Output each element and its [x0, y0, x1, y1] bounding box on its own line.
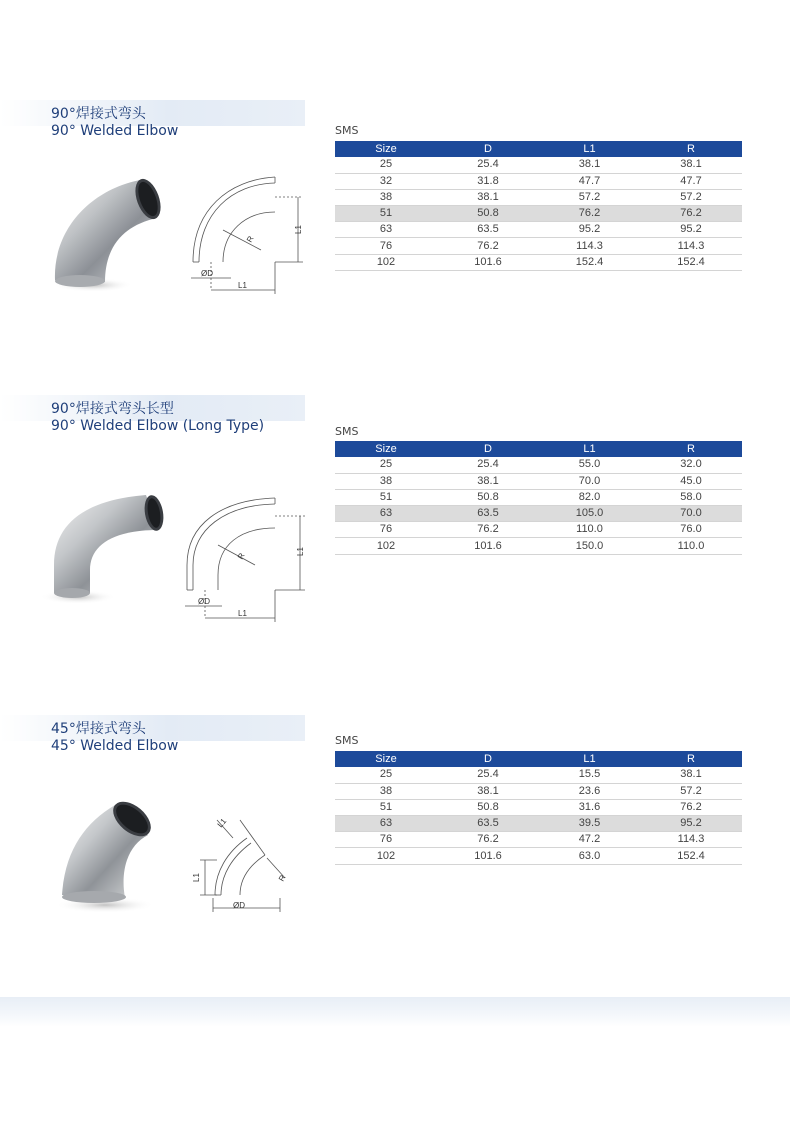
table-row [335, 157, 742, 173]
table-cell: 63.5 [437, 816, 539, 832]
table-cell: 38 [335, 473, 437, 489]
section-title-en: 45° Welded Elbow [51, 738, 179, 754]
table-body [335, 767, 742, 864]
table-cell: 58.0 [640, 489, 742, 505]
l1-label: L1 [238, 281, 247, 290]
table-cell: 63 [335, 816, 437, 832]
spec-table-45 [335, 751, 742, 865]
elbow-90-photo [45, 170, 175, 295]
table-row [335, 522, 742, 538]
header-l1: L1 [539, 751, 640, 767]
section-title-en: 90° Welded Elbow (Long Type) [51, 418, 265, 434]
table-cell: 114.3 [539, 238, 640, 254]
table-cell: 76.2 [539, 206, 640, 222]
l1-angled-label: L1 [215, 816, 229, 830]
header-d: D [437, 141, 539, 157]
standard-label: SMS [335, 425, 359, 438]
r-label: R [276, 873, 288, 883]
table-cell: 38.1 [640, 767, 742, 783]
table-row [335, 189, 742, 205]
table-cell: 63 [335, 506, 437, 522]
table-cell: 25 [335, 767, 437, 783]
section-title-en: 90° Welded Elbow [51, 123, 179, 139]
table-cell: 70.0 [640, 506, 742, 522]
table-cell: 76.2 [437, 238, 539, 254]
table-cell: 38 [335, 189, 437, 205]
footer-band [0, 997, 790, 1027]
elbow-90-long-photo [38, 485, 173, 610]
table-cell: 76.2 [640, 799, 742, 815]
table-row [335, 254, 742, 270]
table-cell: 63.5 [437, 222, 539, 238]
table-cell: 25 [335, 457, 437, 473]
table-cell: 47.2 [539, 832, 640, 848]
table-cell: 110.0 [640, 538, 742, 554]
d-label: ØD [233, 901, 245, 910]
table-cell: 152.4 [640, 848, 742, 864]
table-row [335, 832, 742, 848]
header-d: D [437, 751, 539, 767]
table-cell: 23.6 [539, 783, 640, 799]
table-row [335, 238, 742, 254]
table-cell: 114.3 [640, 832, 742, 848]
table-cell: 102 [335, 254, 437, 270]
table-row [335, 473, 742, 489]
l1-vertical-label: L1 [294, 225, 303, 234]
r-label: R [235, 551, 247, 561]
table-cell: 25.4 [437, 457, 539, 473]
table-cell: 76.0 [640, 522, 742, 538]
table-cell: 76 [335, 238, 437, 254]
d-label: ØD [201, 269, 213, 278]
standard-label: SMS [335, 124, 359, 137]
table-row [335, 489, 742, 505]
standard-label: SMS [335, 734, 359, 747]
table-cell: 95.2 [640, 222, 742, 238]
table-cell: 25 [335, 157, 437, 173]
header-size: Size [335, 141, 437, 157]
table-cell: 95.2 [640, 816, 742, 832]
table-cell: 76.2 [640, 206, 742, 222]
table-cell: 32 [335, 173, 437, 189]
table-cell: 38 [335, 783, 437, 799]
table-cell: 76 [335, 522, 437, 538]
table-cell: 50.8 [437, 206, 539, 222]
table-cell: 70.0 [539, 473, 640, 489]
table-cell: 152.4 [539, 254, 640, 270]
table-cell: 50.8 [437, 489, 539, 505]
table-cell: 150.0 [539, 538, 640, 554]
table-cell: 55.0 [539, 457, 640, 473]
table-row [335, 457, 742, 473]
table-cell: 57.2 [640, 783, 742, 799]
table-row [335, 816, 742, 832]
table-cell: 152.4 [640, 254, 742, 270]
table-cell: 105.0 [539, 506, 640, 522]
table-cell: 57.2 [640, 189, 742, 205]
table-cell: 76.2 [437, 522, 539, 538]
section-title-cn: 90°焊接式弯头长型 [51, 401, 174, 417]
header-size: Size [335, 441, 437, 457]
header-l1: L1 [539, 441, 640, 457]
table-cell: 51 [335, 206, 437, 222]
table-cell: 63.0 [539, 848, 640, 864]
table-cell: 110.0 [539, 522, 640, 538]
table-cell: 63 [335, 222, 437, 238]
table-cell: 38.1 [437, 783, 539, 799]
section-title-cn: 90°焊接式弯头 [51, 106, 146, 122]
header-r: R [640, 441, 742, 457]
elbow-90-drawing [183, 170, 308, 295]
header-l1: L1 [539, 141, 640, 157]
table-cell: 31.6 [539, 799, 640, 815]
header-d: D [437, 441, 539, 457]
l1-vertical-label: L1 [192, 873, 201, 882]
table-row [335, 848, 742, 864]
table-cell: 114.3 [640, 238, 742, 254]
elbow-90-long-drawing [180, 490, 310, 625]
table-cell: 38.1 [437, 473, 539, 489]
table-cell: 25.4 [437, 157, 539, 173]
table-cell: 101.6 [437, 254, 539, 270]
table-cell: 38.1 [539, 157, 640, 173]
table-cell: 38.1 [640, 157, 742, 173]
table-cell: 101.6 [437, 848, 539, 864]
table-cell: 95.2 [539, 222, 640, 238]
header-r: R [640, 141, 742, 157]
spec-table-90 [335, 141, 742, 271]
table-cell: 51 [335, 489, 437, 505]
elbow-45-drawing [185, 800, 295, 915]
table-row [335, 173, 742, 189]
table-row [335, 506, 742, 522]
table-cell: 51 [335, 799, 437, 815]
r-label: R [244, 234, 256, 244]
section-title-cn: 45°焊接式弯头 [51, 721, 146, 737]
table-row [335, 783, 742, 799]
d-label: ØD [198, 597, 210, 606]
l1-label: L1 [238, 609, 247, 618]
table-cell: 15.5 [539, 767, 640, 783]
header-r: R [640, 751, 742, 767]
table-cell: 102 [335, 848, 437, 864]
table-cell: 82.0 [539, 489, 640, 505]
table-cell: 45.0 [640, 473, 742, 489]
table-cell: 102 [335, 538, 437, 554]
spec-table-90-long [335, 441, 742, 555]
l1-vertical-label: L1 [296, 547, 305, 556]
elbow-45-photo [40, 795, 190, 920]
table-cell: 32.0 [640, 457, 742, 473]
table-body [335, 457, 742, 554]
header-size: Size [335, 751, 437, 767]
table-cell: 47.7 [640, 173, 742, 189]
table-cell: 76.2 [437, 832, 539, 848]
table-cell: 50.8 [437, 799, 539, 815]
table-cell: 101.6 [437, 538, 539, 554]
table-cell: 38.1 [437, 189, 539, 205]
table-row [335, 538, 742, 554]
table-row [335, 767, 742, 783]
table-body [335, 157, 742, 270]
table-cell: 57.2 [539, 189, 640, 205]
table-row [335, 206, 742, 222]
table-cell: 76 [335, 832, 437, 848]
table-cell: 25.4 [437, 767, 539, 783]
table-row [335, 799, 742, 815]
table-cell: 39.5 [539, 816, 640, 832]
table-row [335, 222, 742, 238]
table-cell: 63.5 [437, 506, 539, 522]
table-cell: 47.7 [539, 173, 640, 189]
table-cell: 31.8 [437, 173, 539, 189]
